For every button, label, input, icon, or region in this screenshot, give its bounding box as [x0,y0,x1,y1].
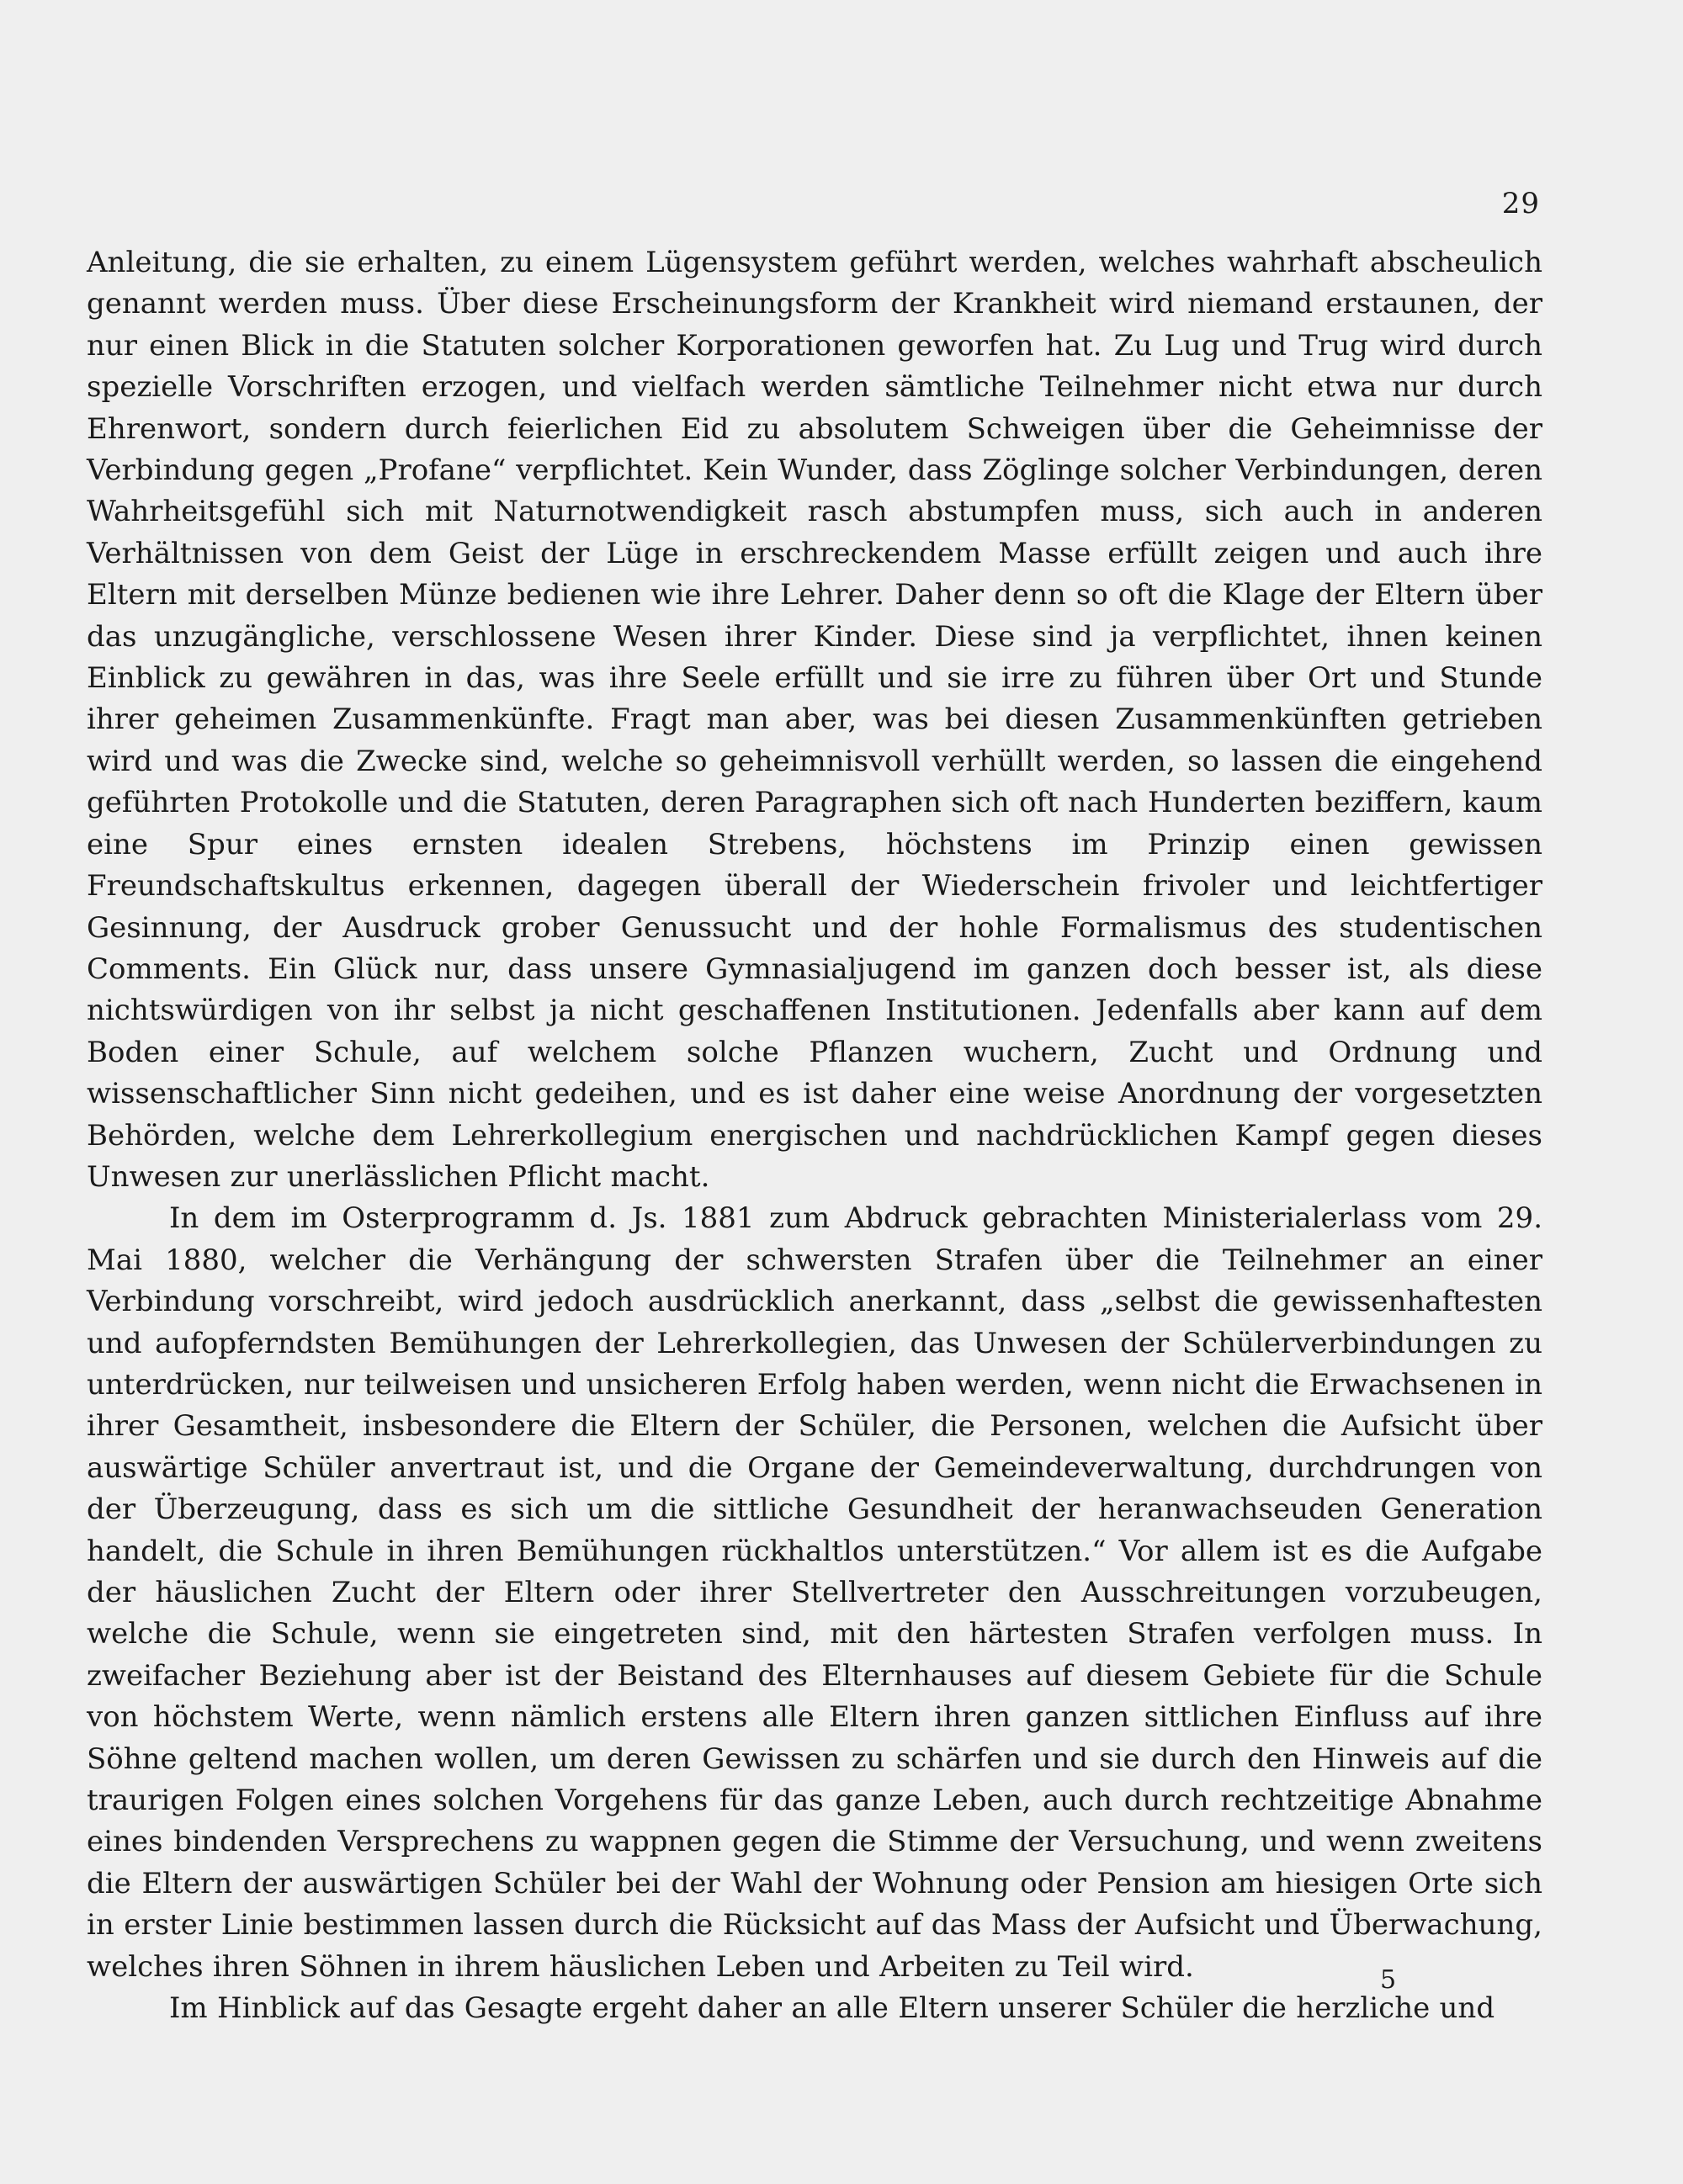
paragraph-1: Anleitung, die sie erhalten, zu einem Lügensystem geführt werden, welches wahrhaft abscheulich genannt werden muss. Über diese Erscheinungsform der Krankheit wird niemand erstaunen, der nur einen Blick in die Statuten solcher Korporationen geworfen hat. Zu Lug und Trug wird durch spezielle Vorschriften erzogen, und vielfach werden sämtliche Teilnehmer nicht etwa nur durch Ehrenwort, sondern durch feierlichen Eid zu absolutem Schweigen über die Geheimnisse der Verbindung gegen „Profane“ verpflichtet. Kein Wunder, dass Zöglinge solcher Verbindungen, deren Wahrheitsgefühl sich mit Naturnotwendigkeit rasch abstumpfen muss, sich auch in anderen Verhältnissen von dem Geist der Lüge in erschreckendem Masse erfüllt zeigen und auch ihre Eltern mit derselben Münze bedienen wie ihre Lehrer. Daher denn so oft die Klage der Eltern über das unzugängliche, verschlossene Wesen ihrer Kinder. Diese sind ja verpflichtet, ihnen keinen Einblick zu gewähren in das, was ihre Seele erfüllt und sie irre zu führen über Ort und Stunde ihrer geheimen Zusammenkünfte. Fragt man aber, was bei diesen Zusammenkünften getrieben wird und was die Zwecke sind, welche so geheimnisvoll verhüllt werden, so lassen die eingehend geführten Protokolle und die Statuten, deren Paragraphen sich oft nach Hunderten beziffern, kaum eine Spur eines ernsten idealen Strebens, höchstens im Prinzip einen gewissen Freundschaftskultus erkennen, dagegen überall der Wiederschein frivoler und leichtfertiger Gesinnung, der Ausdruck grober Genussucht und der hohle Formalismus des studentischen Comments. Ein Glück nur, dass unsere Gymnasialjugend im ganzen doch besser ist, als diese nichtswürdigen von ihr selbst ja nicht geschaffenen Institutionen. Jedenfalls aber kann auf dem Boden einer Schule, auf welchem solche Pflanzen wuchern, Zucht und Ordnung und wissenschaftlicher Sinn nicht gedeihen, und es ist daher eine weise Anordnung der vorgesetzten Behörden, welche dem Lehrerkollegium energischen und nachdrücklichen Kampf gegen dieses Unwesen zur unerlässlichen Pflicht macht. [87,246,1542,1194]
body-text [87,242,1542,2029]
paragraph-3: Im Hinblick auf das Gesagte ergeht daher an alle Eltern unserer Schüler die herzliche und [169,1991,1495,2026]
paragraph-2: In dem im Osterprogramm d. Js. 1881 zum Abdruck gebrachten Ministerialerlass vom 29. Mai 1880, welcher die Verhängung der schwersten Strafen über die Teilnehmer an einer Verbindung vorschreibt, wird jedoch ausdrücklich anerkannt, dass „selbst die gewissenhaftesten und aufopferndsten Bemühungen der Lehrerkollegien, das Unwesen der Schülerverbindungen zu unterdrücken, nur teilweisen und unsicheren Erfolg haben werden, wenn nicht die Erwachsenen in ihrer Gesamtheit, insbesondere die Eltern der Schüler, die Personen, welchen die Aufsicht über auswärtige Schüler anvertraut ist, und die Organe der Gemeindeverwaltung, durchdrungen von der Überzeugung, dass es sich um die sittliche Gesundheit der heranwachseuden Generation handelt, die Schule in ihren Bemühungen rückhaltlos unterstützen.“ Vor allem ist es die Aufgabe der häuslichen Zucht der Eltern oder ihrer Stellvertreter den Ausschreitungen vorzubeugen, welche die Schule, wenn sie eingetreten sind, mit den härtesten Strafen verfolgen muss. In zweifacher Beziehung aber ist der Beistand des Elternhauses auf diesem Gebiete für die Schule von höchstem Werte, wenn nämlich erstens alle Eltern ihren ganzen sittlichen Einfluss auf ihre Söhne geltend machen wollen, um deren Gewissen zu schärfen und sie durch den Hinweis auf die traurigen Folgen eines solchen Vorgehens für das ganze Leben, auch durch rechtzeitige Abnahme eines bindenden Versprechens zu wappnen gegen die Stimme der Versuchung, und wenn zweitens die Eltern der auswärtigen Schüler bei der Wahl der Wohnung oder Pension am hiesigen Orte sich in erster Linie bestimmen lassen durch die Rücksicht auf das Mass der Aufsicht und Überwachung, welches ihren Söhnen in ihrem häuslichen Leben und Arbeiten zu Teil wird. [87,1201,1542,1984]
signature-mark: 5 [1380,1965,1397,1995]
page-number: 29 [1501,187,1540,220]
